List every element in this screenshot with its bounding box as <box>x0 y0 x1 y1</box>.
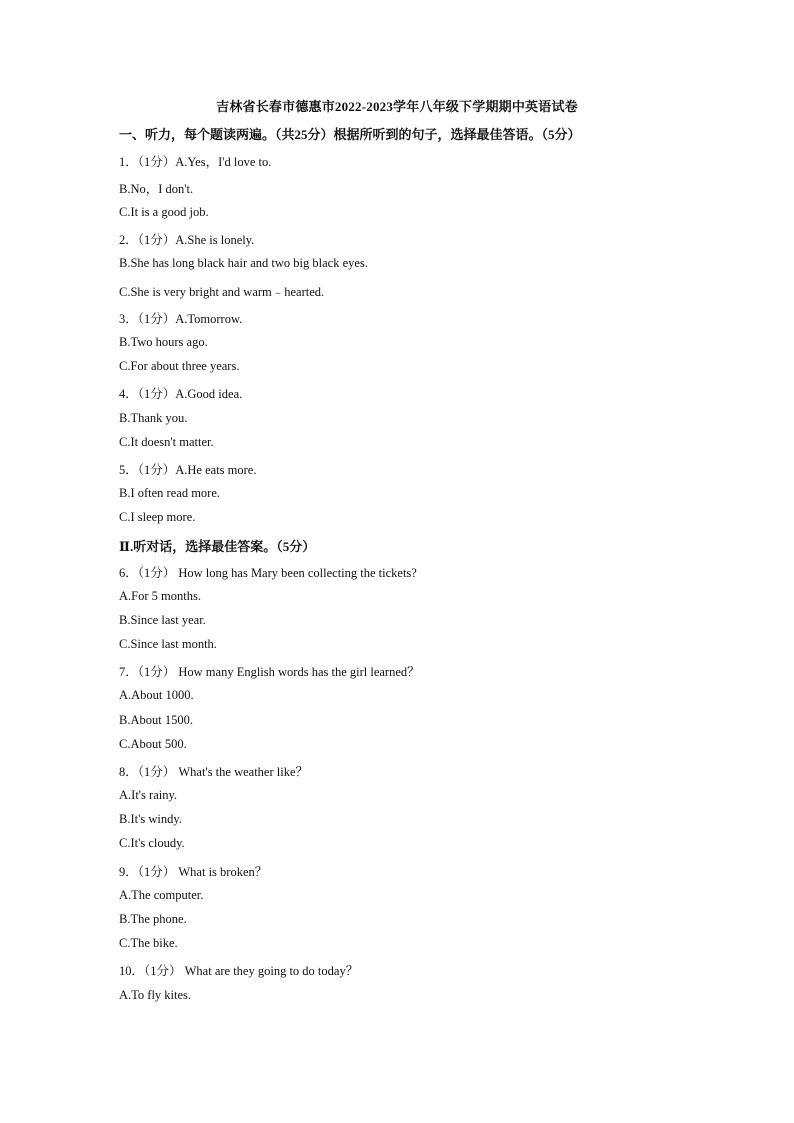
option-9a: A.The computer. <box>119 888 204 902</box>
section-heading-listening-sentences: 一、听力，每个题读两遍。（共25分）根据所听到的句子，选择最佳答语。（5分） <box>119 127 581 142</box>
question-2: 2．（1分）A.She is lonely. <box>119 233 255 247</box>
question-3: 3．（1分）A.Tomorrow. <box>119 312 243 326</box>
option-6b: B.Since last year. <box>119 613 206 627</box>
question-9: 9．（1分） What is broken？ <box>119 865 268 879</box>
question-1: 1．（1分）A.Yes，I'd love to. <box>119 155 272 169</box>
option-6a: A.For 5 months. <box>119 589 201 603</box>
option-10a: A.To fly kites. <box>119 988 192 1002</box>
option-8c: C.It's cloudy. <box>119 836 185 850</box>
option-9c: C.The bike. <box>119 936 178 950</box>
question-8: 8．（1分） What's the weather like？ <box>119 765 309 779</box>
question-10: 10．（1分） What are they going to do today？ <box>119 964 359 978</box>
option-8a: A.It's rainy. <box>119 788 178 802</box>
option-2c: C.She is very bright and warm﹣hearted. <box>119 285 325 299</box>
section-heading-listening-dialogues: Ⅱ.听对话，选择最佳答案。（5分） <box>119 539 316 554</box>
option-2b: B.She has long black hair and two big black eyes. <box>119 256 368 270</box>
option-7c: C.About 500. <box>119 737 187 751</box>
question-6: 6．（1分） How long has Mary been collecting the tickets? <box>119 566 417 580</box>
option-9b: B.The phone. <box>119 912 187 926</box>
option-4c: C.It doesn't matter. <box>119 435 214 449</box>
option-5b: B.I often read more. <box>119 486 221 500</box>
option-3c: C.For about three years. <box>119 359 240 373</box>
question-7: 7．（1分） How many English words has the girl learned？ <box>119 665 420 679</box>
option-6c: C.Since last month. <box>119 637 217 651</box>
question-5: 5．（1分）A.He eats more. <box>119 463 257 477</box>
option-3b: B.Two hours ago. <box>119 335 208 349</box>
option-8b: B.It's windy. <box>119 812 182 826</box>
option-5c: C.I sleep more. <box>119 510 196 524</box>
option-4b: B.Thank you. <box>119 411 188 425</box>
option-1c: C.It is a good job. <box>119 205 209 219</box>
option-7a: A.About 1000. <box>119 688 194 702</box>
option-7b: B.About 1500. <box>119 713 193 727</box>
option-1b: B.No，I don't. <box>119 182 194 196</box>
question-4: 4．（1分）A.Good idea. <box>119 387 243 401</box>
exam-title: 吉林省长春市德惠市2022-2023学年八年级下学期期中英语试卷 <box>216 99 578 114</box>
